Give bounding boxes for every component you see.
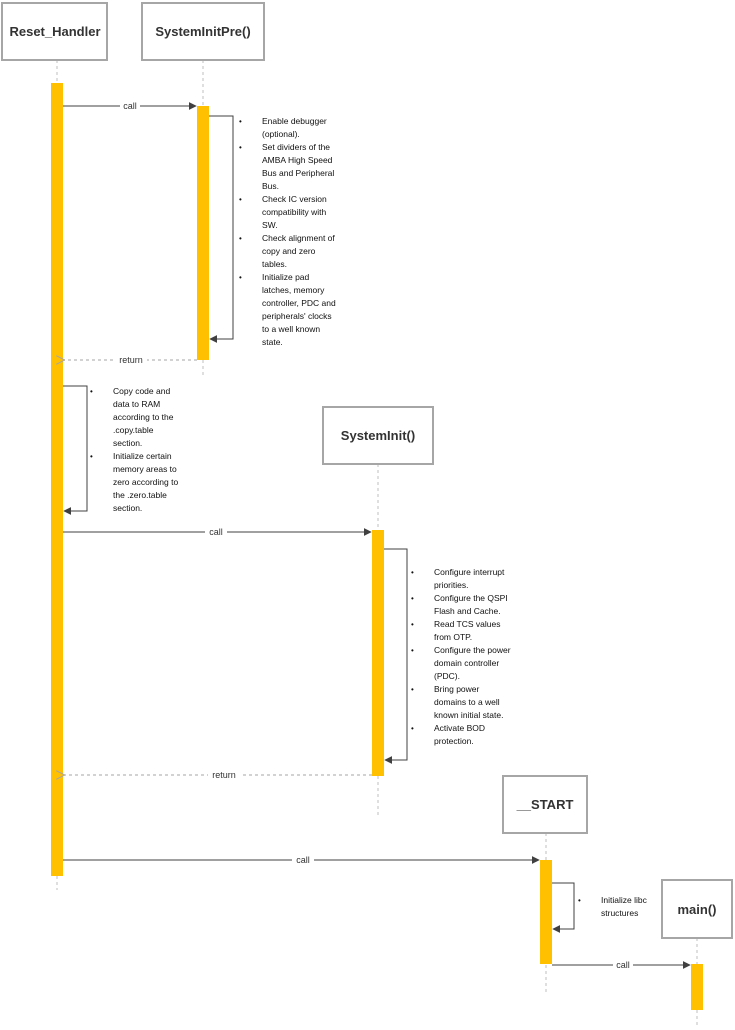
participant-system-init <box>323 407 433 464</box>
note-line: Configure the power <box>434 645 511 655</box>
note-line: Initialize certain <box>113 451 172 461</box>
message-label: call <box>209 527 223 537</box>
note-line: the .zero.table <box>113 490 167 500</box>
note-line: Bring power <box>434 684 480 694</box>
participant-label: main() <box>677 902 717 917</box>
note-bullet: • <box>411 620 414 629</box>
note-line: Copy code and <box>113 386 171 396</box>
participant-label: __START <box>516 797 574 812</box>
note-line: (optional). <box>262 129 300 139</box>
note-line: memory areas to <box>113 464 177 474</box>
note-system-init <box>411 567 511 746</box>
message-call-start <box>63 854 539 865</box>
note-bullet: • <box>411 646 414 655</box>
note-bullet: • <box>239 273 242 282</box>
note-bullet: • <box>411 594 414 603</box>
note-line: priorities. <box>434 580 469 590</box>
note-bullet: • <box>239 234 242 243</box>
note-line: Bus. <box>262 181 280 191</box>
note-line: Check IC version <box>262 194 327 204</box>
note-bullet: • <box>239 117 242 126</box>
note-line: peripherals' clocks <box>262 311 332 321</box>
message-label: call <box>296 855 310 865</box>
activation-system-init-pre <box>197 106 209 360</box>
note-line: Initialize pad <box>262 272 310 282</box>
note-bullet: • <box>239 195 242 204</box>
note-line: data to RAM <box>113 399 161 409</box>
note-line: Activate BOD <box>434 723 486 733</box>
activation-start <box>540 860 552 964</box>
note-line: Configure interrupt <box>434 567 505 577</box>
note-line: section. <box>113 503 143 513</box>
message-label: call <box>616 960 630 970</box>
note-line: domain controller <box>434 658 500 668</box>
note-line: latches, memory <box>262 285 325 295</box>
note-line: protection. <box>434 736 474 746</box>
note-line: from OTP. <box>434 632 473 642</box>
activation-main <box>691 964 703 1010</box>
note-line: zero according to <box>113 477 179 487</box>
note-bullet: • <box>411 568 414 577</box>
note-line: Read TCS values <box>434 619 501 629</box>
note-bullet: • <box>90 387 93 396</box>
message-call-system-init-pre <box>63 100 196 111</box>
note-line: according to the <box>113 412 174 422</box>
note-bullet: • <box>239 143 242 152</box>
note-bullet: • <box>411 685 414 694</box>
note-line: .copy.table <box>113 425 154 435</box>
note-line: (PDC). <box>434 671 460 681</box>
note-line: section. <box>113 438 143 448</box>
note-line: to a well known <box>262 324 321 334</box>
note-line: Enable debugger <box>262 116 327 126</box>
self-call-system-init <box>384 549 407 760</box>
note-bullet: • <box>578 896 581 905</box>
participant-label: SystemInit() <box>340 428 416 443</box>
participant-start <box>503 776 587 833</box>
activation-reset-handler <box>51 83 63 876</box>
participant-label: SystemInitPre() <box>155 24 251 39</box>
note-start <box>578 895 648 918</box>
message-return-system-init <box>64 769 372 780</box>
self-call-reset-handler <box>63 386 87 511</box>
note-line: Initialize libc <box>601 895 647 905</box>
note-line: Bus and Peripheral <box>262 168 335 178</box>
message-label: return <box>212 770 236 780</box>
note-system-init-pre <box>239 116 336 347</box>
message-label: return <box>119 355 143 365</box>
note-line: structures <box>601 908 639 918</box>
message-return-system-init-pre <box>64 354 197 365</box>
participant-label: Reset_Handler <box>9 24 101 39</box>
note-line: compatibility with <box>262 207 327 217</box>
note-line: copy and zero <box>262 246 316 256</box>
note-line: state. <box>262 337 283 347</box>
note-line: Check alignment of <box>262 233 335 243</box>
note-line: Flash and Cache. <box>434 606 501 616</box>
note-line: known initial state. <box>434 710 504 720</box>
note-line: Configure the QSPI <box>434 593 508 603</box>
note-line: SW. <box>262 220 278 230</box>
participant-system-init-pre <box>142 3 264 60</box>
message-call-system-init <box>63 526 371 537</box>
self-call-start <box>552 883 574 929</box>
note-line: controller, PDC and <box>262 298 336 308</box>
message-call-main <box>552 959 690 970</box>
note-line: AMBA High Speed <box>262 155 333 165</box>
message-label: call <box>123 101 137 111</box>
participant-main <box>662 880 732 938</box>
note-line: Set dividers of the <box>262 142 331 152</box>
note-line: tables. <box>262 259 288 269</box>
note-reset-handler <box>90 386 178 513</box>
activation-system-init <box>372 530 384 776</box>
participant-reset-handler <box>2 3 107 60</box>
note-bullet: • <box>411 724 414 733</box>
self-call-system-init-pre <box>209 116 233 339</box>
note-line: domains to a well <box>434 697 500 707</box>
note-bullet: • <box>90 452 93 461</box>
